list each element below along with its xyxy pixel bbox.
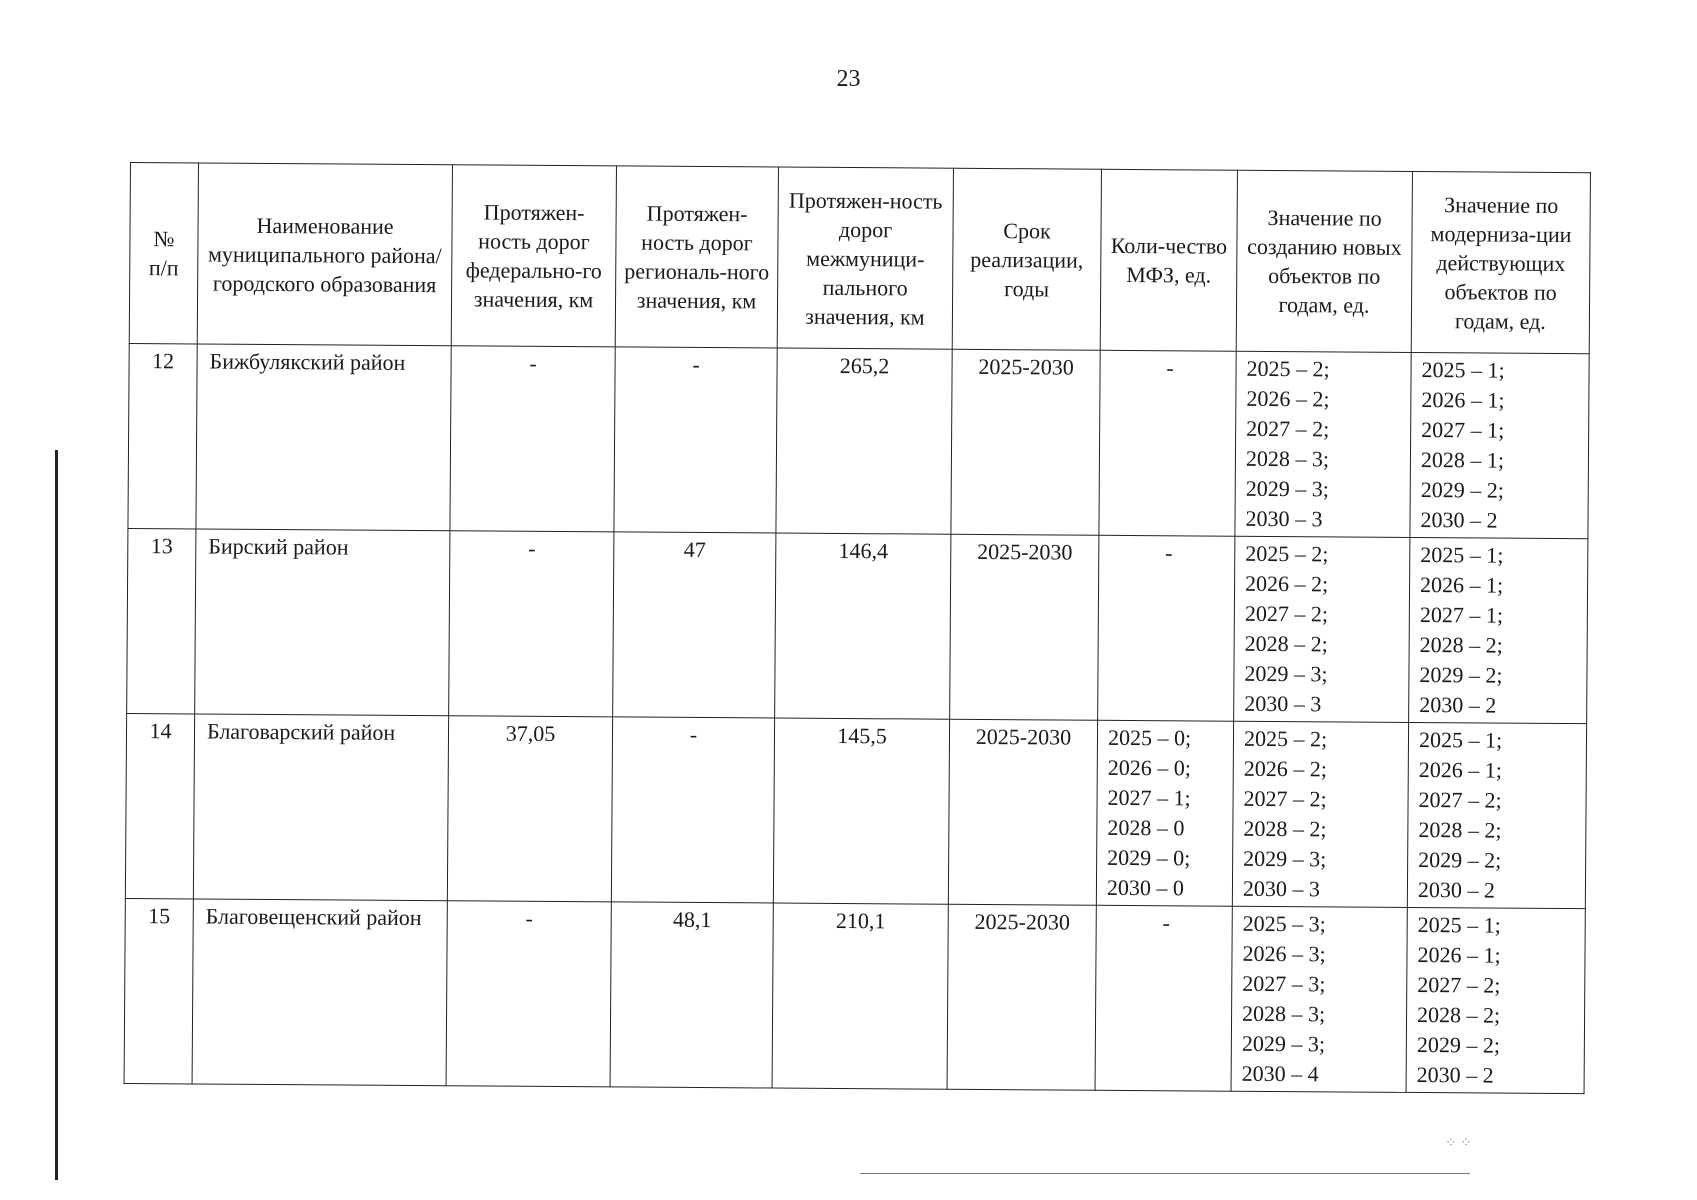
cell-modernization: 2025 – 1; 2026 – 1; 2027 – 1; 2028 – 2; 2029 – 2; 2030 – 2 xyxy=(1409,537,1588,723)
cell-new-objects: 2025 – 2; 2026 – 2; 2027 – 2; 2028 – 3; 2029 – 3; 2030 – 3 xyxy=(1235,351,1411,537)
cell-name: Бижбулякский район xyxy=(196,344,451,531)
cell-mfz: - xyxy=(1098,535,1235,721)
cell-num: 12 xyxy=(128,343,197,528)
header-cell-name: Наименование муниципального района/городского образования xyxy=(197,163,452,346)
table-row xyxy=(124,898,1585,1093)
cell-regional: - xyxy=(614,347,777,533)
cell-mfz: - xyxy=(1099,350,1236,536)
cell-num: 13 xyxy=(127,528,196,713)
header-cell-regional: Протяжен-ность дорог региональ-ного значения, км xyxy=(615,166,778,348)
page-number: 23 xyxy=(836,66,861,92)
cell-mfz: 2025 – 0; 2026 – 0; 2027 – 1; 2028 – 0 2029 – 0; 2030 – 0 xyxy=(1096,720,1233,906)
cell-period: 2025-2030 xyxy=(951,349,1100,535)
cell-intermunicipal: 265,2 xyxy=(776,348,952,534)
cell-intermunicipal: 145,5 xyxy=(773,718,949,904)
cell-new-objects: 2025 – 2; 2026 – 2; 2027 – 2; 2028 – 2; 2029 – 3; 2030 – 3 xyxy=(1234,536,1410,722)
table-row xyxy=(128,343,1589,538)
roads-table xyxy=(124,162,1591,1094)
header-cell-num: № п/п xyxy=(129,163,198,344)
cell-regional: - xyxy=(611,717,774,903)
table-header-row xyxy=(129,163,1590,354)
cell-num: 14 xyxy=(125,713,194,898)
header-cell-intermunicipal: Протяжен-ность дорог межмуници-пального значения, км xyxy=(777,167,953,349)
cell-federal: - xyxy=(449,531,614,717)
cell-name: Благовещенский район xyxy=(192,899,447,1086)
header-cell-new-objects: Значение по созданию новых объектов по годам, ед. xyxy=(1236,170,1412,352)
cell-intermunicipal: 210,1 xyxy=(772,903,948,1089)
scan-mark: ⁘ ⁘ xyxy=(1445,1136,1472,1151)
cell-period: 2025-2030 xyxy=(947,904,1096,1090)
cell-regional: 48,1 xyxy=(610,902,773,1088)
cell-federal: - xyxy=(446,901,611,1087)
cell-modernization: 2025 – 1; 2026 – 1; 2027 – 2; 2028 – 2; 2029 – 2; 2030 – 2 xyxy=(1407,722,1586,908)
cell-period: 2025-2030 xyxy=(948,719,1097,905)
cell-name: Бирский район xyxy=(195,529,450,716)
cell-new-objects: 2025 – 3; 2026 – 3; 2027 – 3; 2028 – 3; 2029 – 3; 2030 – 4 xyxy=(1231,906,1407,1092)
header-cell-modernization: Значение по модерниза-ции действующих объектов по годам, ед. xyxy=(1411,171,1590,353)
header-cell-mfz: Коли-чество МФЗ, ед. xyxy=(1100,169,1237,351)
cell-modernization: 2025 – 1; 2026 – 1; 2027 – 2; 2028 – 2; 2029 – 2; 2030 – 2 xyxy=(1406,907,1585,1093)
cell-period: 2025-2030 xyxy=(950,534,1099,720)
header-cell-period: Срок реализации, годы xyxy=(952,168,1101,350)
cell-regional: 47 xyxy=(613,532,776,718)
cell-name: Благоварский район xyxy=(193,714,448,901)
left-margin-rule xyxy=(55,450,58,1180)
cell-new-objects: 2025 – 2; 2026 – 2; 2027 – 2; 2028 – 2; 2029 – 3; 2030 – 3 xyxy=(1232,721,1408,907)
table-row xyxy=(125,713,1586,908)
cell-num: 15 xyxy=(124,898,193,1083)
bottom-rule xyxy=(860,1173,1470,1174)
cell-federal: 37,05 xyxy=(447,716,612,902)
cell-mfz: - xyxy=(1095,905,1232,1091)
cell-intermunicipal: 146,4 xyxy=(775,533,951,719)
cell-federal: - xyxy=(450,346,615,532)
header-cell-federal: Протяжен-ность дорог федерально-го значения, км xyxy=(451,165,616,347)
table-row xyxy=(127,528,1588,723)
cell-modernization: 2025 – 1; 2026 – 1; 2027 – 1; 2028 – 1; 2029 – 2; 2030 – 2 xyxy=(1410,352,1589,538)
